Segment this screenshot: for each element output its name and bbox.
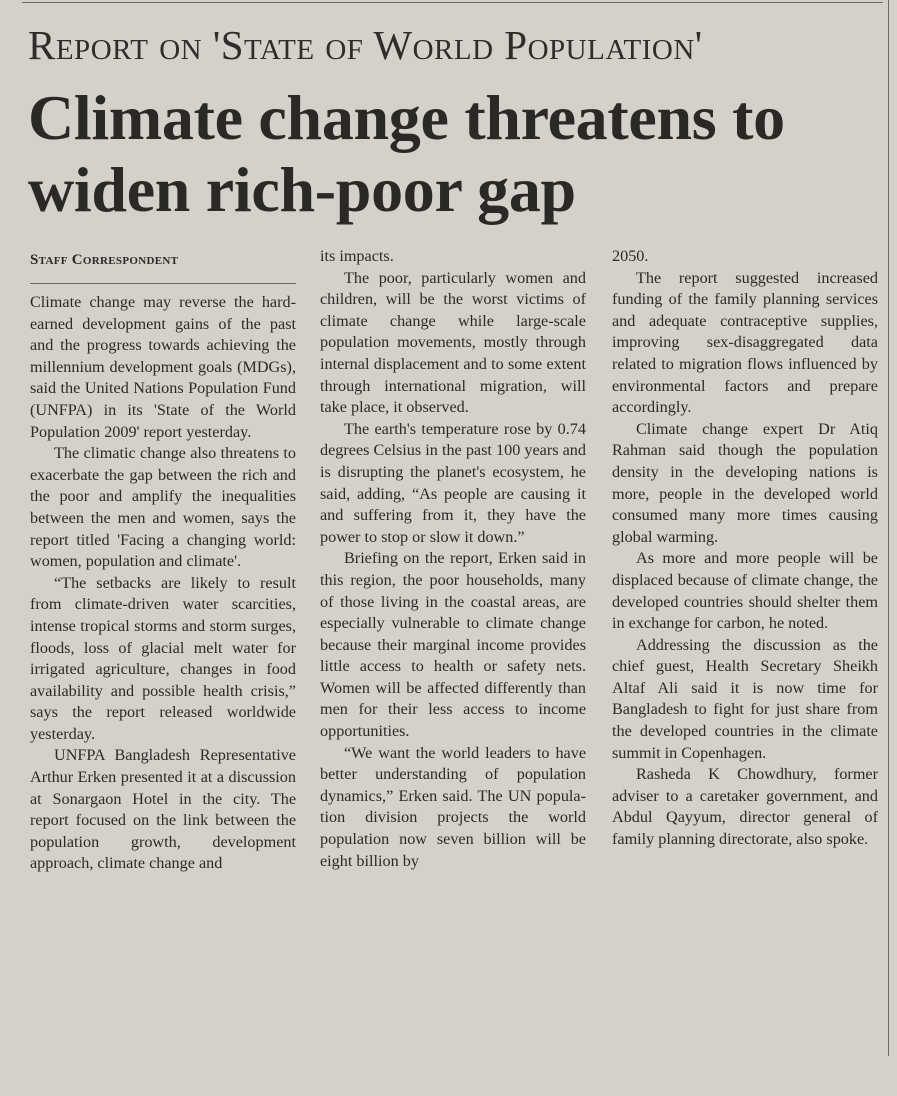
article-column-1 (30, 292, 296, 875)
paragraph: its impacts. (320, 247, 394, 265)
paragraph: Rasheda K Chowdhury, former adviser to a caretaker government, and Abdul Qayyum, director general of family planning directorate, also spoke. (612, 765, 878, 849)
paragraph: The report suggested increased funding of the family planning services and adequate contraceptive supplies, improving sex-disaggregated data related to migration flows influenced by environmental factors and prepare accordingly. (612, 268, 878, 417)
paragraph: 2050. (612, 247, 649, 265)
paragraph: As more and more people will be displaced because of climate change, the developed countries should shelter them in exchange for carbon, he noted. (612, 549, 878, 633)
paragraph: Addressing the discussion as the chief guest, Health Secretary Sheikh Altaf Ali said it is now time for Bangladesh to fight for just share from the developed countries in the climate summit in Copenhagen. (612, 635, 878, 762)
paragraph: UNFPA Bangladesh Representative Arthur Erken presented it at a discussion at Sonargaon Hotel in the city. The report focused on the link between the population growth, development approach, climate change and (30, 746, 296, 873)
paragraph: Climate change may reverse the hard-earned development gains of the past and the progress towards achieving the millennium development goals (MDGs), said the United Nations Population Fund (UNFPA) in its 'State of the World Population 2009' report yesterday. (30, 293, 296, 441)
article-column-3 (612, 246, 878, 851)
column-rule-right (888, 0, 889, 1056)
top-rule (22, 2, 883, 3)
headline: Climate change threatens to widen rich-poor gap (28, 82, 785, 225)
byline: Staff Correspondent (30, 252, 179, 268)
paragraph: “The setbacks are likely to result from climate-driven water scarcities, intense tropical storms and storm surges, floods, loss of glacial melt water for irrigated agriculture, changes in food availability and possible health crisis,” says the report released worldwide yesterday. (30, 573, 296, 743)
kicker-heading: Report on 'State of World Population' (28, 22, 703, 68)
paragraph: The climatic change also threatens to exacerbate the gap between the rich and the poor and amplify the inequalities between the men and women, says the report titled 'Facing a changing world: women, population and climate'. (30, 444, 296, 571)
paragraph: Briefing on the report, Erken said in this region, the poor households, many of those living in the coastal areas, are especially vulnerable to climate change because their marginal income provides little access to health or safety nets. Women will be affected differently than men for their less access to income opportunities. (320, 549, 586, 741)
paragraph: Climate change expert Dr Atiq Rahman said though the population density in the developing nations is more, people in the developed world consumed many more times causing global warming. (612, 419, 878, 546)
paragraph: The earth's temperature rose by 0.74 degrees Celsius in the past 100 years and is disrupting the planet's ecosystem, he said, adding, “As people are causing it and suffering from it, they have the power to stop or slow it down.” (320, 419, 586, 546)
paragraph: “We want the world leaders to have better understanding of population dynamics,” Erken said. The UN population division projects the world population now seven billion will be eight billion by (320, 743, 586, 870)
paragraph: The poor, particularly women and children, will be the worst victims of climate change while large-scale population movements, mostly through internal displacement and to some extent through international migration, will take place, it observed. (320, 268, 586, 417)
article-column-2 (320, 246, 586, 872)
byline-rule (30, 283, 296, 284)
